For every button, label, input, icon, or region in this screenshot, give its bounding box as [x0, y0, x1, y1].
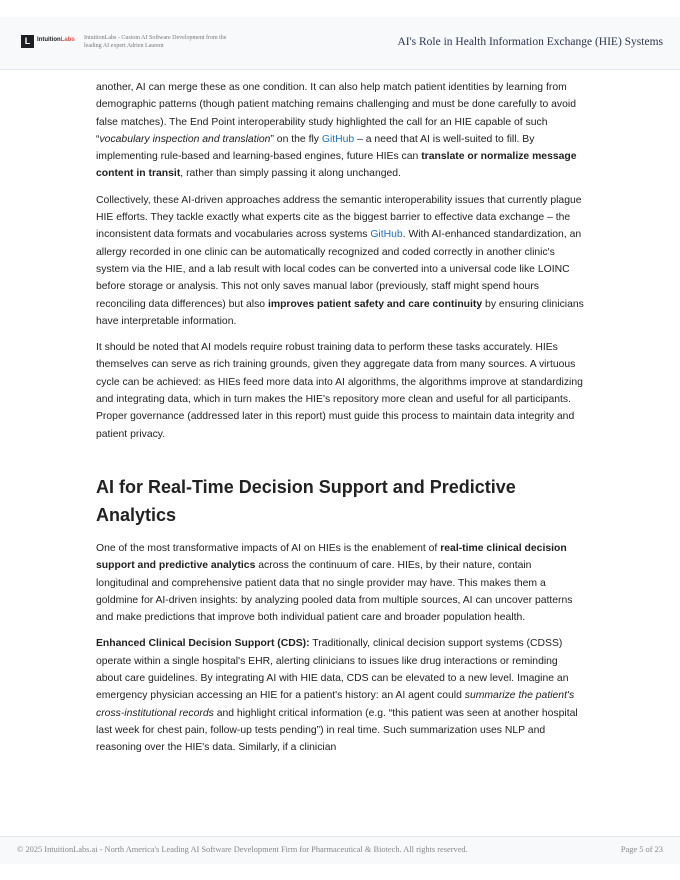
paragraph-enhanced-cds [96, 635, 584, 756]
text-span: Collectively, these AI-driven approaches address the semantic interoperability issues that currently plague HIE efforts. They tackle exactly what experts cite as the biggest barrier to effective data exchange – the inconsistent data formats and vocabularies across systems [96, 194, 582, 241]
italic-span: vocabulary inspection and translation [99, 133, 271, 145]
page-footer [0, 836, 680, 864]
header-tagline: IntuitionLabs - Custom AI Software Development from the leading AI expert Adrien Laurent [84, 35, 227, 49]
page-header [0, 17, 680, 70]
footer-copyright: © 2025 IntuitionLabs.ai - North America's Leading AI Software Development Firm for Pharmaceutical & Biotech. All rights reserved. [17, 845, 468, 854]
text-span: Traditionally, clinical decision support systems (CDSS) operate within a single hospital's EHR, alerting clinicians to issues like drug interactions or reminding about care guidelines. By integrating AI with HIE data, CDS can be elevated to a new level. Imagine an emergency physician accessing an HIE for a patient's history: an AI agent could [96, 638, 569, 702]
paragraph-semantic-interoperability [96, 192, 584, 330]
paragraph-decision-support-intro [96, 540, 584, 626]
logo-text-main: Intuition [37, 37, 61, 43]
section-heading: AI for Real-Time Decision Support and Predictive Analytics [96, 476, 516, 526]
bold-span: translate or normalize message content in transit [96, 151, 577, 180]
page-number: Page 5 of 23 [620, 845, 663, 854]
paragraph-training-data: It should be noted that AI models require robust training data to perform these tasks accurately. HIEs themselves can serve as rich training grounds, given they aggregate data from many sources. A virtuous cycle can be achieved: as HIEs feed more data into AI algorithms, the algorithms improve at standardizing and integrating data, which in turn makes the HIE's repository more clean and useful for all participants. Proper governance (addressed later in this report) must guide this process to maintain data integrity and patient privacy. [96, 342, 583, 440]
italic-span: summarize the patient's cross-institutional records [96, 690, 575, 719]
text-span: another, AI can merge these as one condition. It can also help match patient identities by learning from demographic patterns (though patient matching remains challenging and must be done carefully to avoid false matches). The End Point interoperability study highlighted the call for an HIE capable of such “ [96, 82, 576, 145]
text-span: . With AI-enhanced standardization, an allergy recorded in one clinic can be automatically recognized and coded correctly in another clinic's system via the HIE, and a lab result with local codes can be converted into a universal code like LOINC before storage or analysis. This not only saves manual labor (previously, staff might spend hours reconciling data differences) but also [96, 229, 582, 310]
text-span: , rather than simply passing it along unchanged. [180, 168, 401, 180]
text-span: One of the most transformative impacts of AI on HIEs is the enablement of [96, 542, 441, 554]
text-span: – a need that AI is well-suited to fill. By implementing rule-based and learning-based engines, future HIEs can [96, 133, 535, 163]
text-span: and highlight critical information (e.g. “this patient was seen at another hospital last week for chest pain, follow-up tests pending”) in real time. Such summarization uses NLP and reasoning over the HIE's data. Similarly, if a clinician [96, 707, 578, 754]
bold-span: improves patient safety and care continuity [267, 298, 483, 310]
article-body [96, 79, 584, 766]
text-span: ” on the fly [270, 133, 322, 145]
bold-span: real-time clinical decision support and predictive analytics [96, 542, 567, 572]
document-title: AI's Role in Health Information Exchange (HIE) Systems [397, 36, 663, 48]
logo-wordmark [37, 37, 75, 43]
text-span: by ensuring clinicians have interpretable information. [96, 298, 584, 327]
paragraph-vocabulary-translation [96, 79, 584, 183]
bold-span: Enhanced Clinical Decision Support (CDS): [96, 638, 310, 650]
github-link[interactable]: GitHub [321, 133, 355, 145]
logo-icon: L [21, 35, 34, 48]
github-link[interactable]: GitHub [370, 229, 403, 241]
text-span: across the continuum of care. HIEs, by their nature, contain longitudinal and comprehensive patient data that no single provider may have. This makes them a goldmine for AI-driven insights: by analyzing pooled data from multiple sources, AI can uncover patterns and make predictions that improve both individual patient care and broader population health. [96, 560, 573, 624]
logo-text-accent: Labs [60, 37, 75, 43]
